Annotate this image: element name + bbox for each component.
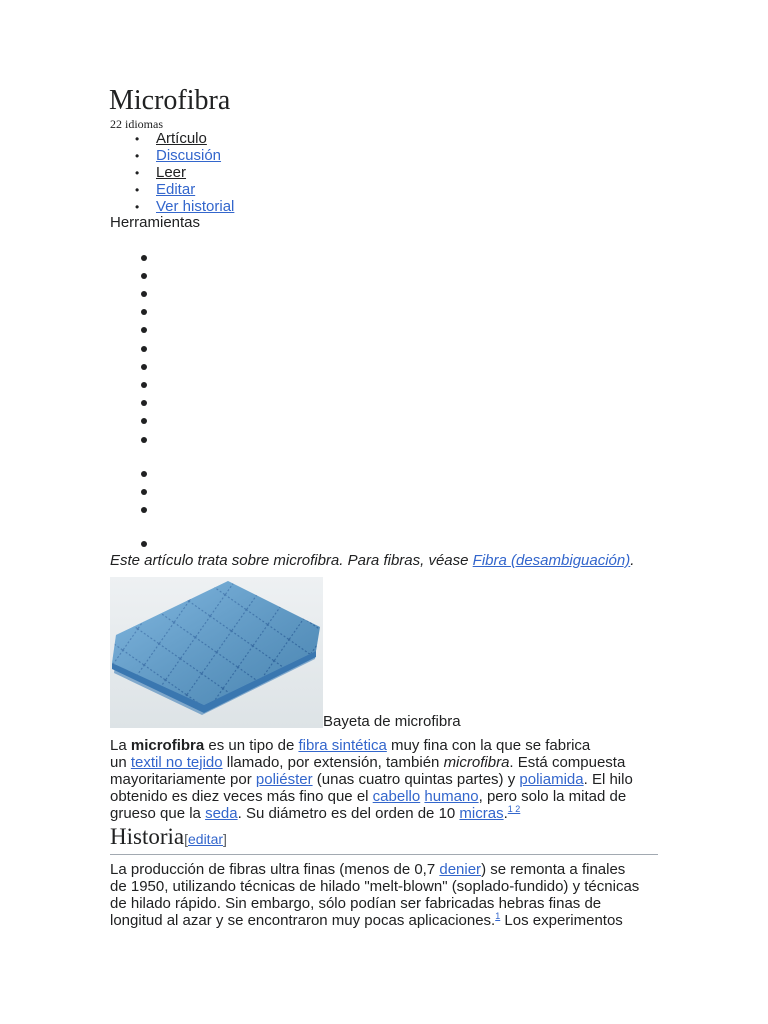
- tool-item[interactable]: [141, 541, 147, 547]
- tool-item[interactable]: [141, 273, 147, 279]
- hatnote: Este artículo trata sobre microfibra. Para fibras, véase Fibra (desambiguación).: [110, 552, 635, 569]
- language-count[interactable]: 22 idiomas: [110, 117, 163, 131]
- link-poliester[interactable]: poliéster: [255, 771, 313, 788]
- tab-article[interactable]: • Artículo: [110, 130, 234, 147]
- tool-item[interactable]: [141, 471, 147, 477]
- tool-item[interactable]: [141, 489, 147, 495]
- tool-item[interactable]: [141, 364, 147, 370]
- tab-history[interactable]: • Ver historial: [110, 198, 234, 215]
- tool-item[interactable]: [141, 309, 147, 315]
- cloth-illustration: [110, 577, 323, 728]
- link-cabello[interactable]: cabello: [372, 788, 421, 805]
- tab-read[interactable]: • Leer: [110, 164, 234, 181]
- link-poliamida[interactable]: poliamida: [519, 771, 584, 788]
- tool-item[interactable]: [141, 255, 147, 261]
- hatnote-link[interactable]: Fibra (desambiguación): [472, 552, 631, 569]
- image-caption: Bayeta de microfibra: [323, 713, 461, 730]
- tool-item[interactable]: [141, 418, 147, 424]
- link-fibra-sintetica[interactable]: fibra sintética: [298, 737, 387, 754]
- tab-discussion[interactable]: • Discusión: [110, 147, 234, 164]
- history-paragraph: La producción de fibras ultra finas (menos de 0,7 denier) se remonta a finales de 1950, utilizando técnicas de hilado "melt-blown" (soplado-fundido) y técnicas de hilado rápido. Sin embargo, sólo podían ser fabricadas hebras finas de longitud al azar y se encontraron muy pocas aplicaciones.$^1$ Los experimentos: [110, 861, 640, 929]
- section-title: Historia: [110, 824, 185, 849]
- link-denier[interactable]: denier: [439, 861, 482, 878]
- microfiber-cloth-image[interactable]: [110, 577, 323, 728]
- reference-link[interactable]: 1 2: [507, 804, 521, 814]
- page-title: Microfibra: [109, 85, 231, 116]
- link-micras[interactable]: micras: [459, 805, 504, 822]
- intro-paragraph: La microfibra es un tipo de fibra sintética muy fina con la que se fabrica un textil no tejido llamado, por extensión, también microfibra. Está compuesta mayoritariamente por poliéster (unas cuatro quintas partes) y poliamida. El hilo obtenido es diez veces más fino que el cabello humano, pero solo la mitad de grueso que la seda. Su diámetro es del orden de 10 micras.$^{1 2}$: [110, 737, 633, 822]
- tool-item[interactable]: [141, 327, 147, 333]
- tool-item[interactable]: [141, 291, 147, 297]
- tool-item[interactable]: [141, 437, 147, 443]
- reference-link[interactable]: 1: [495, 911, 501, 921]
- tab-edit[interactable]: • Editar: [110, 181, 234, 198]
- section-edit: [editar]: [184, 831, 227, 847]
- tool-item[interactable]: [141, 507, 147, 513]
- tool-item[interactable]: [141, 400, 147, 406]
- link-humano[interactable]: humano: [424, 788, 479, 805]
- link-seda[interactable]: seda: [205, 805, 238, 822]
- tool-item[interactable]: [141, 382, 147, 388]
- bold-term: microfibra: [130, 737, 205, 754]
- tool-item[interactable]: [141, 346, 147, 352]
- link-textil-no-tejido[interactable]: textil no tejido: [130, 754, 223, 771]
- edit-section-link[interactable]: editar: [188, 831, 224, 847]
- tools-menu-label[interactable]: Herramientas: [110, 214, 201, 231]
- page-tabs: [110, 130, 234, 215]
- section-heading-historia: [110, 822, 658, 855]
